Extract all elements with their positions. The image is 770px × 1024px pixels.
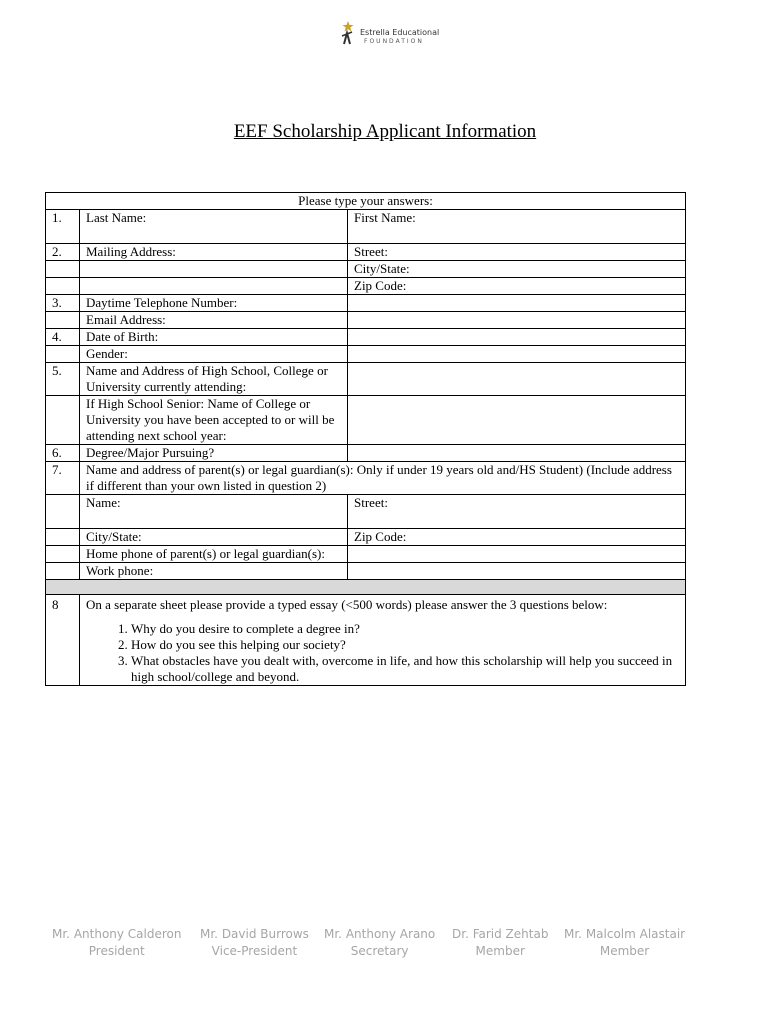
essay-instructions: On a separate sheet please provide a typed essay (<500 words) please answer the 3 questions below: bbox=[86, 597, 608, 612]
last-name-field[interactable]: Last Name: bbox=[80, 210, 348, 244]
board-member bbox=[324, 926, 435, 960]
degree-field[interactable] bbox=[348, 445, 686, 462]
row-number: 6. bbox=[46, 445, 80, 462]
guardian-heading: Name and address of parent(s) or legal guardian(s): Only if under 19 years old and/HS Student) (Include address if different than your own listed in question 2) bbox=[80, 462, 686, 495]
form-row bbox=[46, 396, 686, 445]
zip-code-field[interactable]: Zip Code: bbox=[348, 278, 686, 295]
phone-field[interactable] bbox=[348, 295, 686, 312]
gender-label: Gender: bbox=[80, 346, 348, 363]
row-number bbox=[46, 346, 80, 363]
form-row bbox=[46, 363, 686, 396]
city-state-field[interactable]: City/State: bbox=[348, 261, 686, 278]
row-number: 8 bbox=[46, 595, 80, 686]
separator-row bbox=[46, 580, 686, 595]
member-role: Member bbox=[475, 944, 525, 958]
member-name: Dr. Farid Zehtab bbox=[452, 927, 549, 941]
instructions-row bbox=[46, 193, 686, 210]
form-row bbox=[46, 210, 686, 244]
applicant-form-table bbox=[45, 192, 686, 686]
work-phone-label: Work phone: bbox=[80, 563, 348, 580]
row-number: 4. bbox=[46, 329, 80, 346]
board-member bbox=[200, 926, 309, 960]
separator-cell bbox=[46, 580, 686, 595]
board-member bbox=[452, 926, 548, 960]
member-name: Mr. Malcolm Alastair bbox=[564, 927, 686, 941]
street-field[interactable]: Street: bbox=[348, 244, 686, 261]
form-row bbox=[46, 261, 686, 278]
school-label: Name and Address of High School, College or University currently attending: bbox=[80, 363, 348, 396]
form-row bbox=[46, 445, 686, 462]
degree-label: Degree/Major Pursuing? bbox=[80, 445, 348, 462]
form-row bbox=[46, 244, 686, 261]
college-accepted-field[interactable] bbox=[348, 396, 686, 445]
email-label: Email Address: bbox=[80, 312, 348, 329]
row-number bbox=[46, 278, 80, 295]
row-number bbox=[46, 546, 80, 563]
row-number bbox=[46, 396, 80, 445]
essay-question: 2. How do you see this helping our society? bbox=[131, 637, 679, 653]
member-role: President bbox=[88, 944, 145, 958]
row-number: 7. bbox=[46, 462, 80, 495]
form-row bbox=[46, 546, 686, 563]
guardian-city-field[interactable]: City/State: bbox=[80, 529, 348, 546]
row-number bbox=[46, 261, 80, 278]
essay-question: 3. What obstacles have you dealt with, overcome in life, and how this scholarship will help you succeed in high school/college and beyond. bbox=[131, 653, 679, 685]
member-name: Mr. Anthony Arano bbox=[324, 927, 436, 941]
guardian-street-field[interactable]: Street: bbox=[348, 495, 686, 529]
foundation-logo bbox=[338, 20, 448, 48]
member-name: Mr. David Burrows bbox=[200, 927, 309, 941]
form-row bbox=[46, 278, 686, 295]
home-phone-field[interactable] bbox=[348, 546, 686, 563]
form-row bbox=[46, 462, 686, 495]
email-field[interactable] bbox=[348, 312, 686, 329]
form-row bbox=[46, 329, 686, 346]
form-row bbox=[46, 312, 686, 329]
row-number bbox=[46, 495, 80, 529]
member-role: Secretary bbox=[350, 944, 409, 958]
board-member bbox=[52, 926, 182, 960]
home-phone-label: Home phone of parent(s) or legal guardian(s): bbox=[80, 546, 348, 563]
instructions-cell: Please type your answers: bbox=[46, 193, 686, 210]
logo-name: Estrella Educational bbox=[360, 28, 440, 37]
dob-label: Date of Birth: bbox=[80, 329, 348, 346]
row-number: 5. bbox=[46, 363, 80, 396]
empty-cell bbox=[80, 278, 348, 295]
guardian-name-field[interactable]: Name: bbox=[80, 495, 348, 529]
logo-subtitle: FOUNDATION bbox=[364, 38, 424, 45]
college-accepted-label: If High School Senior: Name of College or University you have been accepted to or will be attending next school year: bbox=[80, 396, 348, 445]
form-row bbox=[46, 295, 686, 312]
school-field[interactable] bbox=[348, 363, 686, 396]
row-number bbox=[46, 312, 80, 329]
member-role: Member bbox=[599, 944, 650, 958]
row-number bbox=[46, 563, 80, 580]
member-role: Vice-President bbox=[211, 944, 298, 958]
row-number: 2. bbox=[46, 244, 80, 261]
form-row bbox=[46, 495, 686, 529]
essay-cell bbox=[80, 595, 686, 686]
form-row bbox=[46, 563, 686, 580]
phone-label: Daytime Telephone Number: bbox=[80, 295, 348, 312]
star-figure-icon bbox=[338, 20, 358, 46]
work-phone-field[interactable] bbox=[348, 563, 686, 580]
row-number: 1. bbox=[46, 210, 80, 244]
empty-cell bbox=[80, 261, 348, 278]
row-number bbox=[46, 529, 80, 546]
form-row bbox=[46, 595, 686, 686]
board-member bbox=[564, 926, 685, 960]
essay-question: 1. Why do you desire to complete a degree in? bbox=[131, 621, 679, 637]
row-number: 3. bbox=[46, 295, 80, 312]
gender-field[interactable] bbox=[348, 346, 686, 363]
essay-questions bbox=[86, 621, 679, 685]
mailing-address-label: Mailing Address: bbox=[80, 244, 348, 261]
form-row bbox=[46, 529, 686, 546]
first-name-field[interactable]: First Name: bbox=[348, 210, 686, 244]
form-row bbox=[46, 346, 686, 363]
page-title: EEF Scholarship Applicant Information bbox=[233, 121, 537, 142]
guardian-zip-field[interactable]: Zip Code: bbox=[348, 529, 686, 546]
member-name: Mr. Anthony Calderon bbox=[52, 927, 182, 941]
dob-field[interactable] bbox=[348, 329, 686, 346]
